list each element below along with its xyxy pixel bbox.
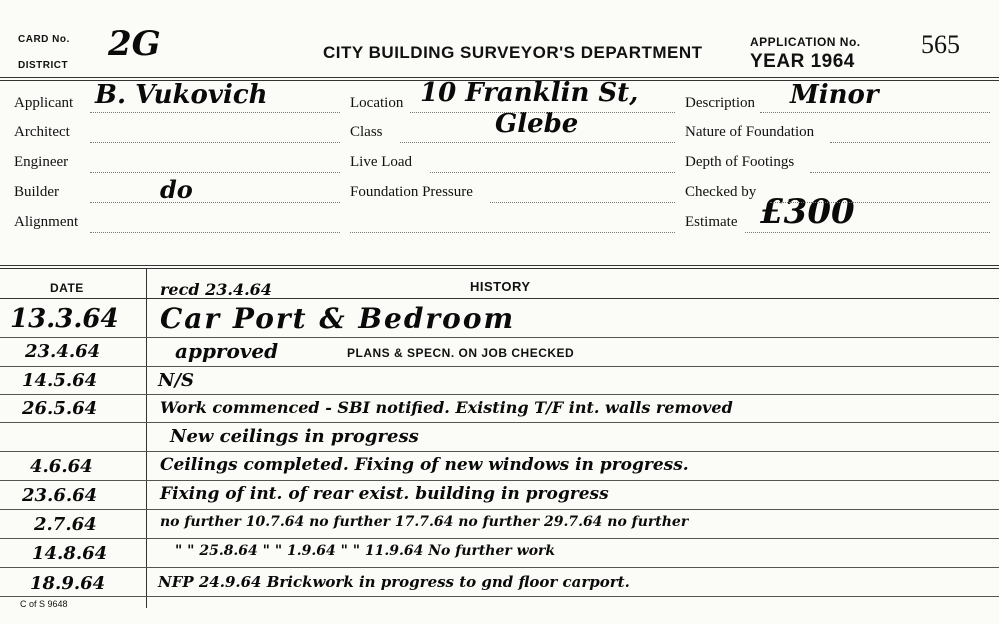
builder-label: Builder [14, 184, 59, 200]
history-entry: Work commenced - SBI notified. Existing T/F int. walls removed [160, 398, 733, 417]
engineer-label: Engineer [14, 154, 69, 170]
history-entry: no further 10.7.64 no further 17.7.64 no further 29.7.64 no further [160, 514, 689, 530]
estimate-label: Estimate [685, 214, 738, 230]
builder-value: do [160, 175, 193, 204]
history-date: 26.5.64 [22, 398, 98, 419]
applicant-label: Applicant [14, 95, 74, 111]
nature-of-foundation-label: Nature of Foundation [685, 124, 815, 140]
history-entry: New ceilings in progress [170, 426, 419, 447]
history-date: 18.9.64 [30, 573, 106, 594]
class-value: Glebe [495, 109, 579, 139]
year-label: YEAR 1964 [750, 51, 855, 72]
card-no-label: CARD No. [18, 34, 70, 45]
history-entry: recd 23.4.64 [160, 280, 272, 299]
history-rule-top-double [0, 268, 999, 269]
history-rule-top [0, 265, 999, 266]
history-date: 4.6.64 [30, 456, 93, 477]
history-date: 14.8.64 [32, 543, 108, 564]
estimate-value: £300 [760, 192, 855, 232]
location-label: Location [350, 95, 404, 111]
architect-label: Architect [14, 124, 70, 140]
applicant-value: B. Vukovich [95, 80, 268, 110]
history-entry: approved [175, 339, 279, 363]
history-entry: N/S [158, 370, 195, 391]
history-date: 23.6.64 [22, 485, 98, 506]
history-rule-header [0, 298, 999, 299]
history-entry: Ceilings completed. Fixing of new windows in progress. [160, 455, 689, 475]
alignment-label: Alignment [14, 214, 79, 230]
description-value: Minor [790, 80, 879, 110]
description-label: Description [685, 95, 755, 111]
history-column-header: HISTORY [470, 279, 531, 294]
checked-by-label: Checked by [685, 184, 757, 200]
date-column-divider [146, 268, 147, 608]
history-entry: NFP 24.9.64 Brickwork in progress to gnd floor carport. [158, 573, 630, 591]
history-date: 2.7.64 [34, 514, 97, 535]
history-entry: Car Port & Bedroom [160, 302, 516, 335]
application-no-value: 565 [921, 30, 960, 59]
history-date: 23.4.64 [25, 341, 101, 362]
location-value: 10 Franklin St, [420, 78, 639, 108]
foundation-pressure-label: Foundation Pressure [350, 184, 473, 200]
application-no-label: APPLICATION No. [750, 35, 861, 49]
form-number: C of S 9648 [20, 599, 68, 609]
plans-checked-stamp: PLANS & SPECN. ON JOB CHECKED [347, 346, 575, 360]
history-entry: Fixing of int. of rear exist. building in progress [160, 484, 609, 504]
history-entry: " " 25.8.64 " " 1.9.64 " " 11.9.64 No further work [175, 543, 556, 559]
history-date: 13.3.64 [10, 304, 119, 334]
depth-of-footings-label: Depth of Footings [685, 154, 795, 170]
date-column-header: DATE [50, 281, 84, 295]
card-no-value: 2G [108, 24, 161, 64]
department-title: CITY BUILDING SURVEYOR'S DEPARTMENT [323, 43, 703, 62]
district-label: DISTRICT [18, 60, 69, 71]
history-date: 14.5.64 [22, 370, 98, 391]
class-label: Class [350, 124, 383, 140]
live-load-label: Live Load [350, 154, 413, 170]
